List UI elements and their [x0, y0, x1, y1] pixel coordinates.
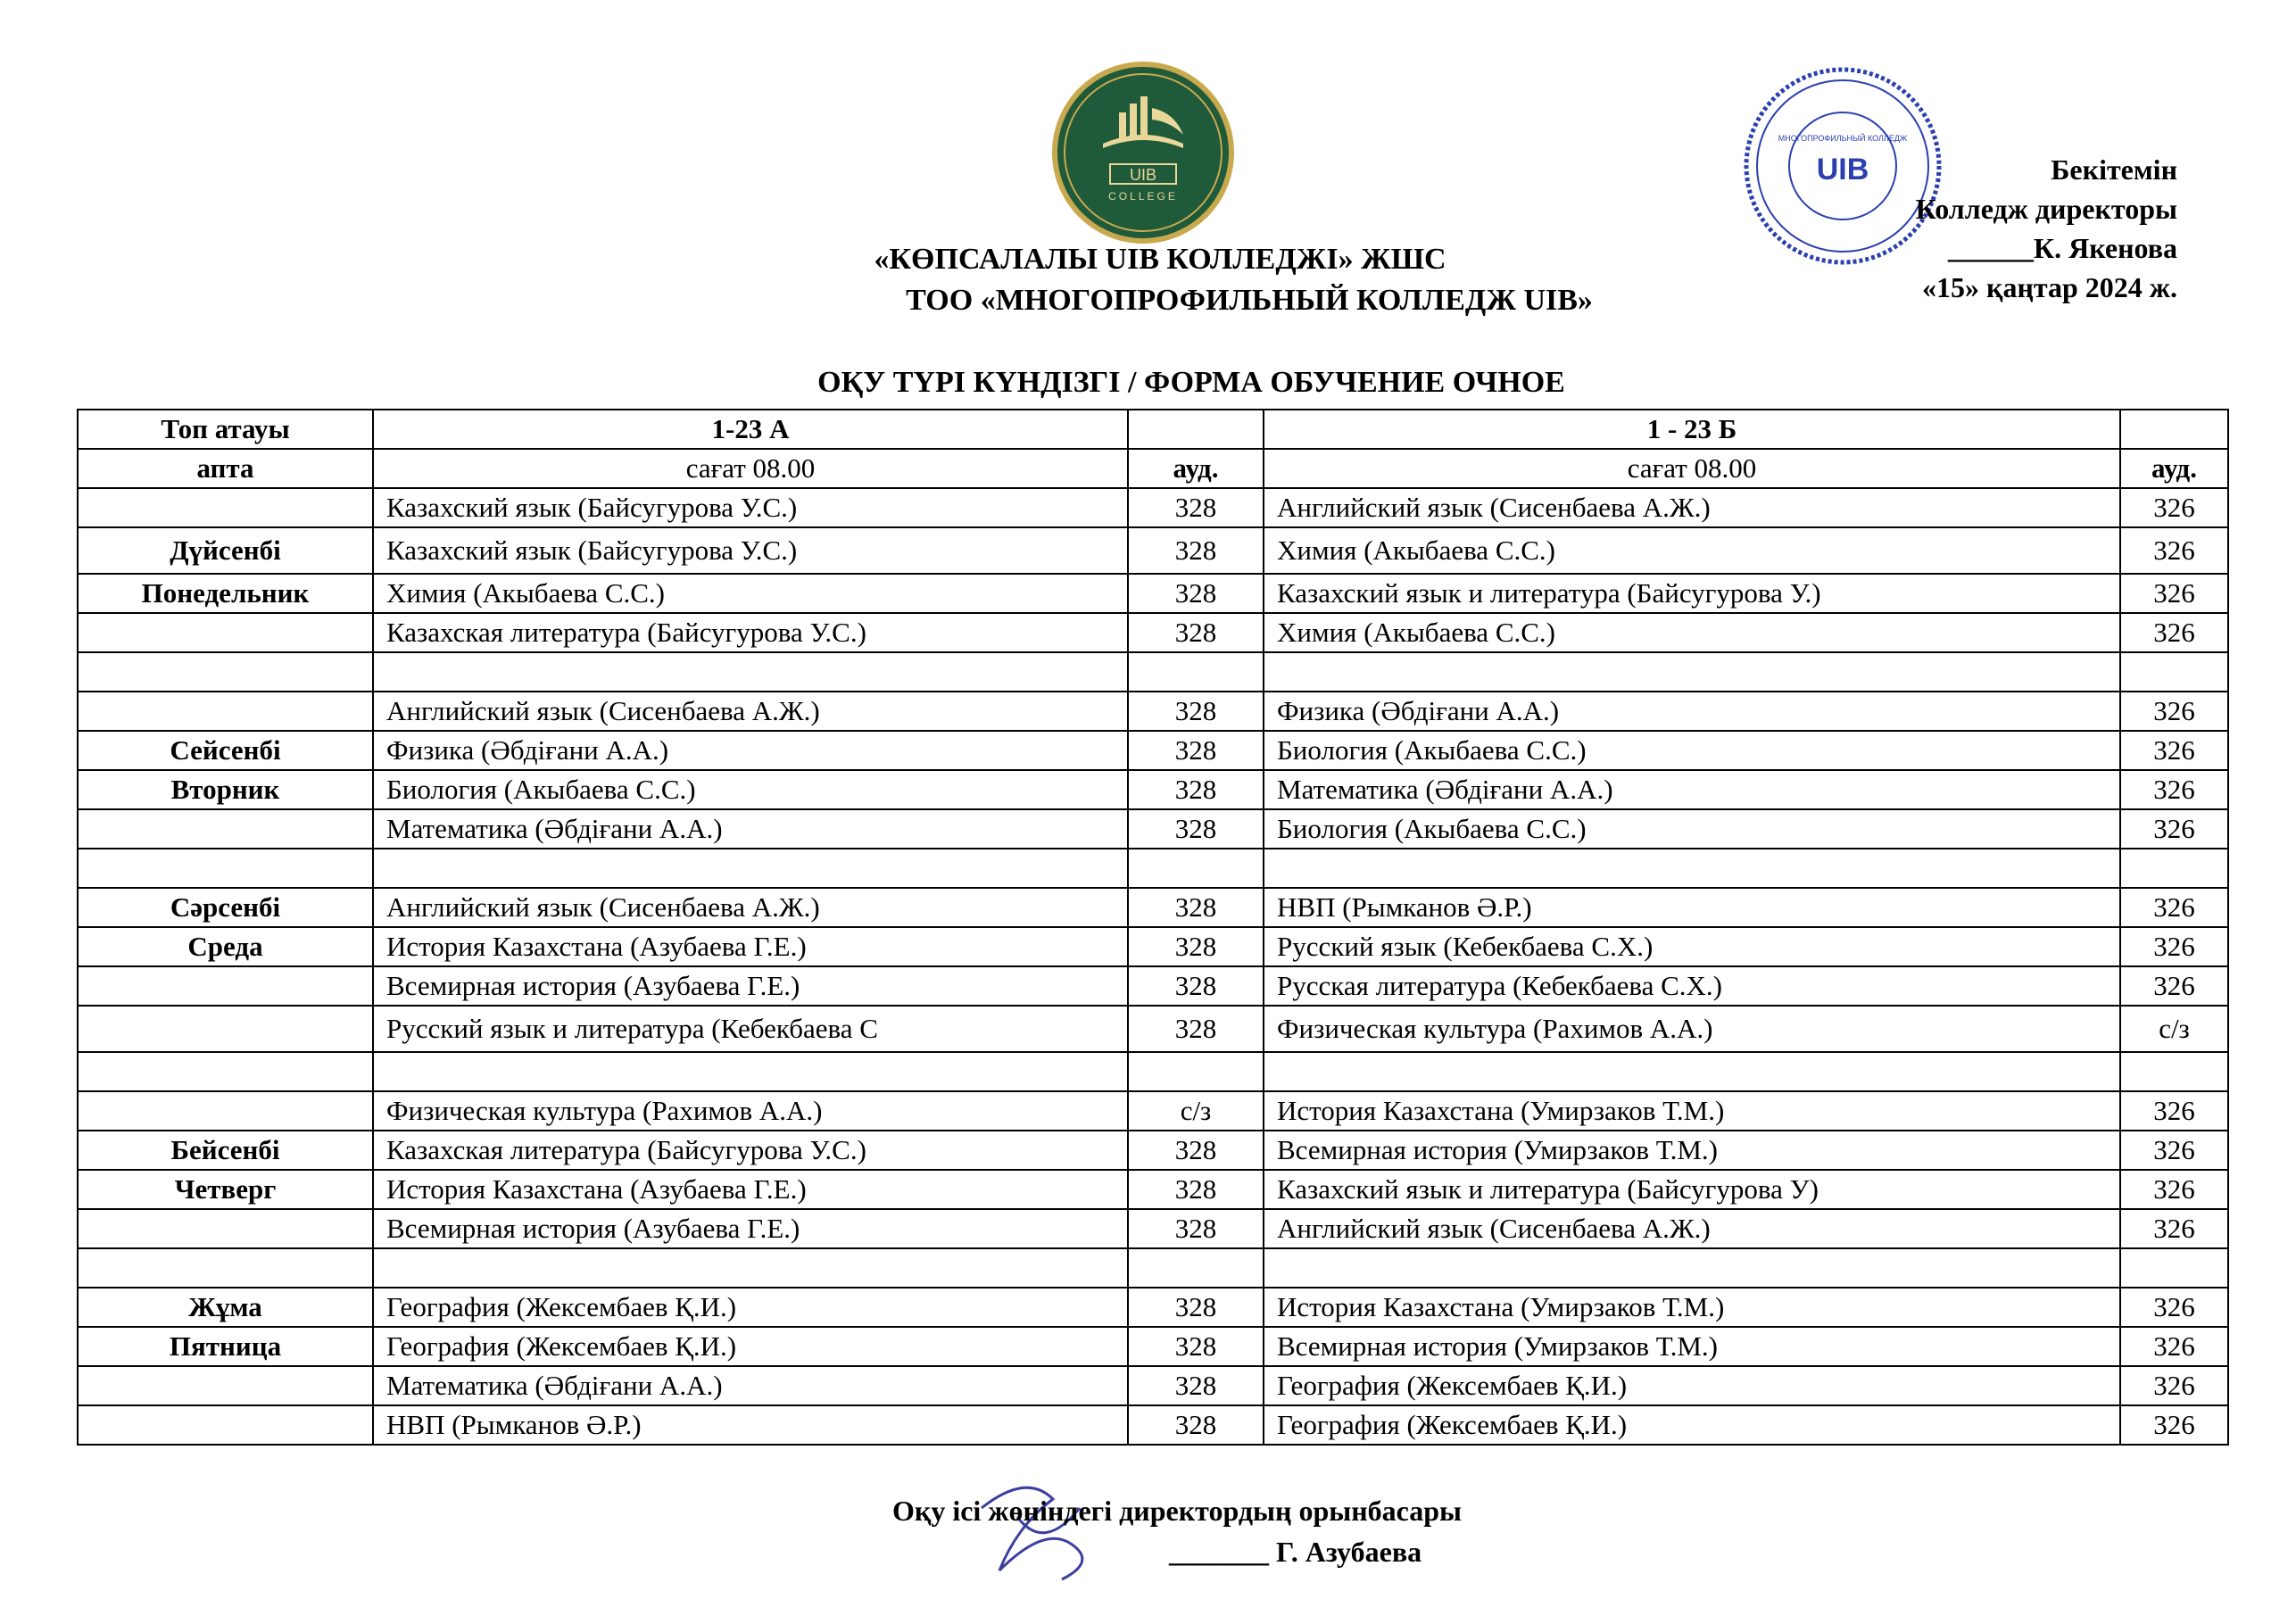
subject-a-cell: Математика (Әбдіғани А.А.) [373, 809, 1128, 849]
day-cell [78, 1091, 373, 1131]
aud-a-cell: 328 [1128, 927, 1264, 966]
day-cell [78, 849, 373, 888]
form-title: ОҚУ ТҮРІ КҮНДІЗГІ / ФОРМА ОБУЧЕНИЕ ОЧНОЕ [817, 366, 1565, 399]
aud-b-cell: 326 [2120, 1288, 2228, 1327]
day-cell [78, 1052, 373, 1091]
subject-b-cell: История Казахстана (Умирзаков Т.М.) [1264, 1091, 2120, 1131]
aud-b-cell [2120, 1248, 2228, 1288]
table-row [78, 809, 2228, 849]
subject-a-cell: Казахская литература (Байсугурова У.С.) [373, 613, 1128, 652]
subject-a-cell: Английский язык (Сисенбаева А.Ж.) [373, 888, 1128, 927]
aud-a-cell: 328 [1128, 488, 1264, 527]
subject-a-cell: Всемирная история (Азубаева Г.Е.) [373, 966, 1128, 1006]
day-cell [78, 966, 373, 1006]
aud-a-cell: 328 [1128, 1006, 1264, 1052]
aud-b-cell: 326 [2120, 1170, 2228, 1209]
college-name-kz: «КӨПСАЛАЛЫ UIB КОЛЛЕДЖІ» ЖШС [874, 243, 1446, 276]
subject-a-cell: Химия (Акыбаева С.С.) [373, 574, 1128, 613]
aud-a-cell: 328 [1128, 1288, 1264, 1327]
approval-line-1: Бекітемін [2051, 153, 2177, 186]
header-group-name: Топ атауы [78, 410, 373, 449]
header-empty-a [1128, 410, 1264, 449]
aud-b-cell: 326 [2120, 1131, 2228, 1170]
subject-a-cell: Физика (Әбдіғани А.А.) [373, 731, 1128, 770]
table-row [78, 731, 2228, 770]
aud-a-cell: 328 [1128, 574, 1264, 613]
subject-b-cell [1264, 1052, 2120, 1091]
day-cell [78, 1209, 373, 1248]
seal-center-text: UIB [1816, 153, 1869, 186]
aud-b-cell: 326 [2120, 613, 2228, 652]
aud-a-cell [1128, 1248, 1264, 1288]
subject-b-cell: Математика (Әбдіғани А.А.) [1264, 770, 2120, 809]
subject-b-cell: Казахский язык и литература (Байсугурова У.) [1264, 574, 2120, 613]
day-cell [78, 1366, 373, 1405]
aud-b-cell: с/з [2120, 1006, 2228, 1052]
aud-a-cell [1128, 849, 1264, 888]
table-row [78, 1405, 2228, 1445]
aud-a-cell: 328 [1128, 966, 1264, 1006]
subject-a-cell: Всемирная история (Азубаева Г.Е.) [373, 1209, 1128, 1248]
subject-a-cell: История Казахстана (Азубаева Г.Е.) [373, 1170, 1128, 1209]
aud-a-cell [1128, 1052, 1264, 1091]
day-cell [78, 488, 373, 527]
subject-a-cell: Русский язык и литература (Кебекбаева С [373, 1006, 1128, 1052]
subject-b-cell: Русский язык (Кебекбаева С.Х.) [1264, 927, 2120, 966]
aud-a-cell: 328 [1128, 1170, 1264, 1209]
table-row [78, 927, 2228, 966]
table-row [78, 1006, 2228, 1052]
table-row [78, 1052, 2228, 1091]
header-time-a: сағат 08.00 [373, 449, 1128, 488]
subject-b-cell: Английский язык (Сисенбаева А.Ж.) [1264, 1209, 2120, 1248]
header-group-b: 1 - 23 Б [1264, 410, 2120, 449]
day-cell: Бейсенбі [78, 1131, 373, 1170]
subject-b-cell: НВП (Рымканов Ә.Р.) [1264, 888, 2120, 927]
day-cell [78, 692, 373, 731]
aud-b-cell: 326 [2120, 527, 2228, 574]
approval-line-3: ______К. Якенова [1947, 232, 2177, 264]
table-row [78, 574, 2228, 613]
table-header-row [78, 410, 2228, 449]
day-cell: Вторник [78, 770, 373, 809]
approval-block [1838, 150, 2177, 307]
day-cell [78, 1248, 373, 1288]
aud-a-cell: 328 [1128, 809, 1264, 849]
day-cell [78, 1405, 373, 1445]
logo-subtext: COLLEGE [1108, 190, 1178, 203]
table-row [78, 1366, 2228, 1405]
subject-b-cell: Казахский язык и литература (Байсугурова У) [1264, 1170, 2120, 1209]
subject-b-cell: Биология (Акыбаева С.С.) [1264, 809, 2120, 849]
schedule-table [77, 409, 2229, 1446]
subject-a-cell: История Казахстана (Азубаева Г.Е.) [373, 927, 1128, 966]
day-cell [78, 1006, 373, 1052]
subject-a-cell: Биология (Акыбаева С.С.) [373, 770, 1128, 809]
aud-b-cell: 326 [2120, 574, 2228, 613]
subject-b-cell: Биология (Акыбаева С.С.) [1264, 731, 2120, 770]
table-row [78, 770, 2228, 809]
day-cell: Жұма [78, 1288, 373, 1327]
header-aud-a: ауд. [1128, 449, 1264, 488]
subject-b-cell: География (Жексембаев Қ.И.) [1264, 1405, 2120, 1445]
table-row [78, 1327, 2228, 1366]
subject-a-cell: Физическая культура (Рахимов А.А.) [373, 1091, 1128, 1131]
table-row [78, 1248, 2228, 1288]
subject-a-cell: Математика (Әбдіғани А.А.) [373, 1366, 1128, 1405]
college-logo [1049, 59, 1237, 246]
subject-b-cell: Английский язык (Сисенбаева А.Ж.) [1264, 488, 2120, 527]
day-cell [78, 613, 373, 652]
aud-b-cell: 326 [2120, 927, 2228, 966]
aud-a-cell: 328 [1128, 770, 1264, 809]
day-cell: Дүйсенбі [78, 527, 373, 574]
subject-a-cell: Английский язык (Сисенбаева А.Ж.) [373, 692, 1128, 731]
day-cell: Понедельник [78, 574, 373, 613]
aud-b-cell [2120, 1052, 2228, 1091]
subject-b-cell: Всемирная история (Умирзаков Т.М.) [1264, 1131, 2120, 1170]
table-row [78, 849, 2228, 888]
subject-b-cell [1264, 652, 2120, 692]
header-aud-b: ауд. [2120, 449, 2228, 488]
footer-signature-block [892, 1490, 1606, 1572]
aud-b-cell: 326 [2120, 888, 2228, 927]
table-row [78, 1288, 2228, 1327]
subject-a-cell: НВП (Рымканов Ә.Р.) [373, 1405, 1128, 1445]
table-row [78, 488, 2228, 527]
table-row [78, 966, 2228, 1006]
table-row [78, 1209, 2228, 1248]
table-row [78, 888, 2228, 927]
aud-a-cell: 328 [1128, 1327, 1264, 1366]
approval-line-2: Колледж директоры [1915, 193, 2177, 225]
day-cell [78, 652, 373, 692]
aud-a-cell: 328 [1128, 888, 1264, 927]
table-row [78, 1091, 2228, 1131]
table-row [78, 1170, 2228, 1209]
aud-b-cell: 326 [2120, 731, 2228, 770]
header-week: апта [78, 449, 373, 488]
aud-b-cell: 326 [2120, 1366, 2228, 1405]
aud-a-cell: 328 [1128, 527, 1264, 574]
aud-a-cell: 328 [1128, 1366, 1264, 1405]
subject-a-cell [373, 1248, 1128, 1288]
aud-b-cell: 326 [2120, 1327, 2228, 1366]
aud-a-cell: с/з [1128, 1091, 1264, 1131]
subject-a-cell: Казахский язык (Байсугурова У.С.) [373, 527, 1128, 574]
day-cell [78, 809, 373, 849]
subject-b-cell: Физика (Әбдіғани А.А.) [1264, 692, 2120, 731]
table-row [78, 1131, 2228, 1170]
aud-b-cell: 326 [2120, 488, 2228, 527]
college-name-ru: ТОО «МНОГОПРОФИЛЬНЫЙ КОЛЛЕДЖ UIB» [906, 284, 1593, 317]
header-group-a: 1-23 А [373, 410, 1128, 449]
aud-b-cell [2120, 652, 2228, 692]
footer-position: Оқу ісі жөніндегі директордың орынбасары [892, 1495, 1463, 1527]
aud-a-cell [1128, 652, 1264, 692]
aud-b-cell: 326 [2120, 1209, 2228, 1248]
header-time-b: сағат 08.00 [1264, 449, 2120, 488]
header-empty-b [2120, 410, 2228, 449]
table-subheader-row [78, 449, 2228, 488]
subject-b-cell: Русская литература (Кебекбаева С.Х.) [1264, 966, 2120, 1006]
subject-b-cell: Всемирная история (Умирзаков Т.М.) [1264, 1327, 2120, 1366]
aud-a-cell: 328 [1128, 692, 1264, 731]
subject-b-cell [1264, 849, 2120, 888]
approval-line-4: «15» қаңтар 2024 ж. [1922, 271, 2177, 303]
subject-b-cell [1264, 1248, 2120, 1288]
subject-a-cell [373, 1052, 1128, 1091]
footer-name: _______ Г. Азубаева [1169, 1536, 1422, 1568]
aud-b-cell: 326 [2120, 770, 2228, 809]
table-row [78, 527, 2228, 574]
seal-top-text: МНОГОПРОФИЛЬНЫЙ КОЛЛЕДЖ [1778, 134, 1908, 143]
day-cell: Пятница [78, 1327, 373, 1366]
subject-b-cell: Химия (Акыбаева С.С.) [1264, 613, 2120, 652]
aud-b-cell: 326 [2120, 1091, 2228, 1131]
aud-a-cell: 328 [1128, 731, 1264, 770]
day-cell: Сәрсенбі [78, 888, 373, 927]
subject-a-cell [373, 652, 1128, 692]
aud-b-cell: 326 [2120, 966, 2228, 1006]
aud-a-cell: 328 [1128, 1209, 1264, 1248]
aud-b-cell: 326 [2120, 809, 2228, 849]
subject-a-cell [373, 849, 1128, 888]
aud-b-cell: 326 [2120, 1405, 2228, 1445]
subject-b-cell: Химия (Акыбаева С.С.) [1264, 527, 2120, 574]
subject-a-cell: География (Жексембаев Қ.И.) [373, 1288, 1128, 1327]
aud-b-cell [2120, 849, 2228, 888]
logo-text: UIB [1129, 166, 1157, 184]
subject-a-cell: Казахская литература (Байсугурова У.С.) [373, 1131, 1128, 1170]
table-row [78, 613, 2228, 652]
aud-a-cell: 328 [1128, 1405, 1264, 1445]
day-cell: Четверг [78, 1170, 373, 1209]
day-cell: Среда [78, 927, 373, 966]
day-cell: Сейсенбі [78, 731, 373, 770]
subject-b-cell: Физическая культура (Рахимов А.А.) [1264, 1006, 2120, 1052]
aud-a-cell: 328 [1128, 1131, 1264, 1170]
aud-b-cell: 326 [2120, 692, 2228, 731]
subject-b-cell: История Казахстана (Умирзаков Т.М.) [1264, 1288, 2120, 1327]
table-row [78, 692, 2228, 731]
aud-a-cell: 328 [1128, 613, 1264, 652]
subject-a-cell: Казахский язык (Байсугурова У.С.) [373, 488, 1128, 527]
subject-b-cell: География (Жексембаев Қ.И.) [1264, 1366, 2120, 1405]
table-row [78, 652, 2228, 692]
subject-a-cell: География (Жексембаев Қ.И.) [373, 1327, 1128, 1366]
